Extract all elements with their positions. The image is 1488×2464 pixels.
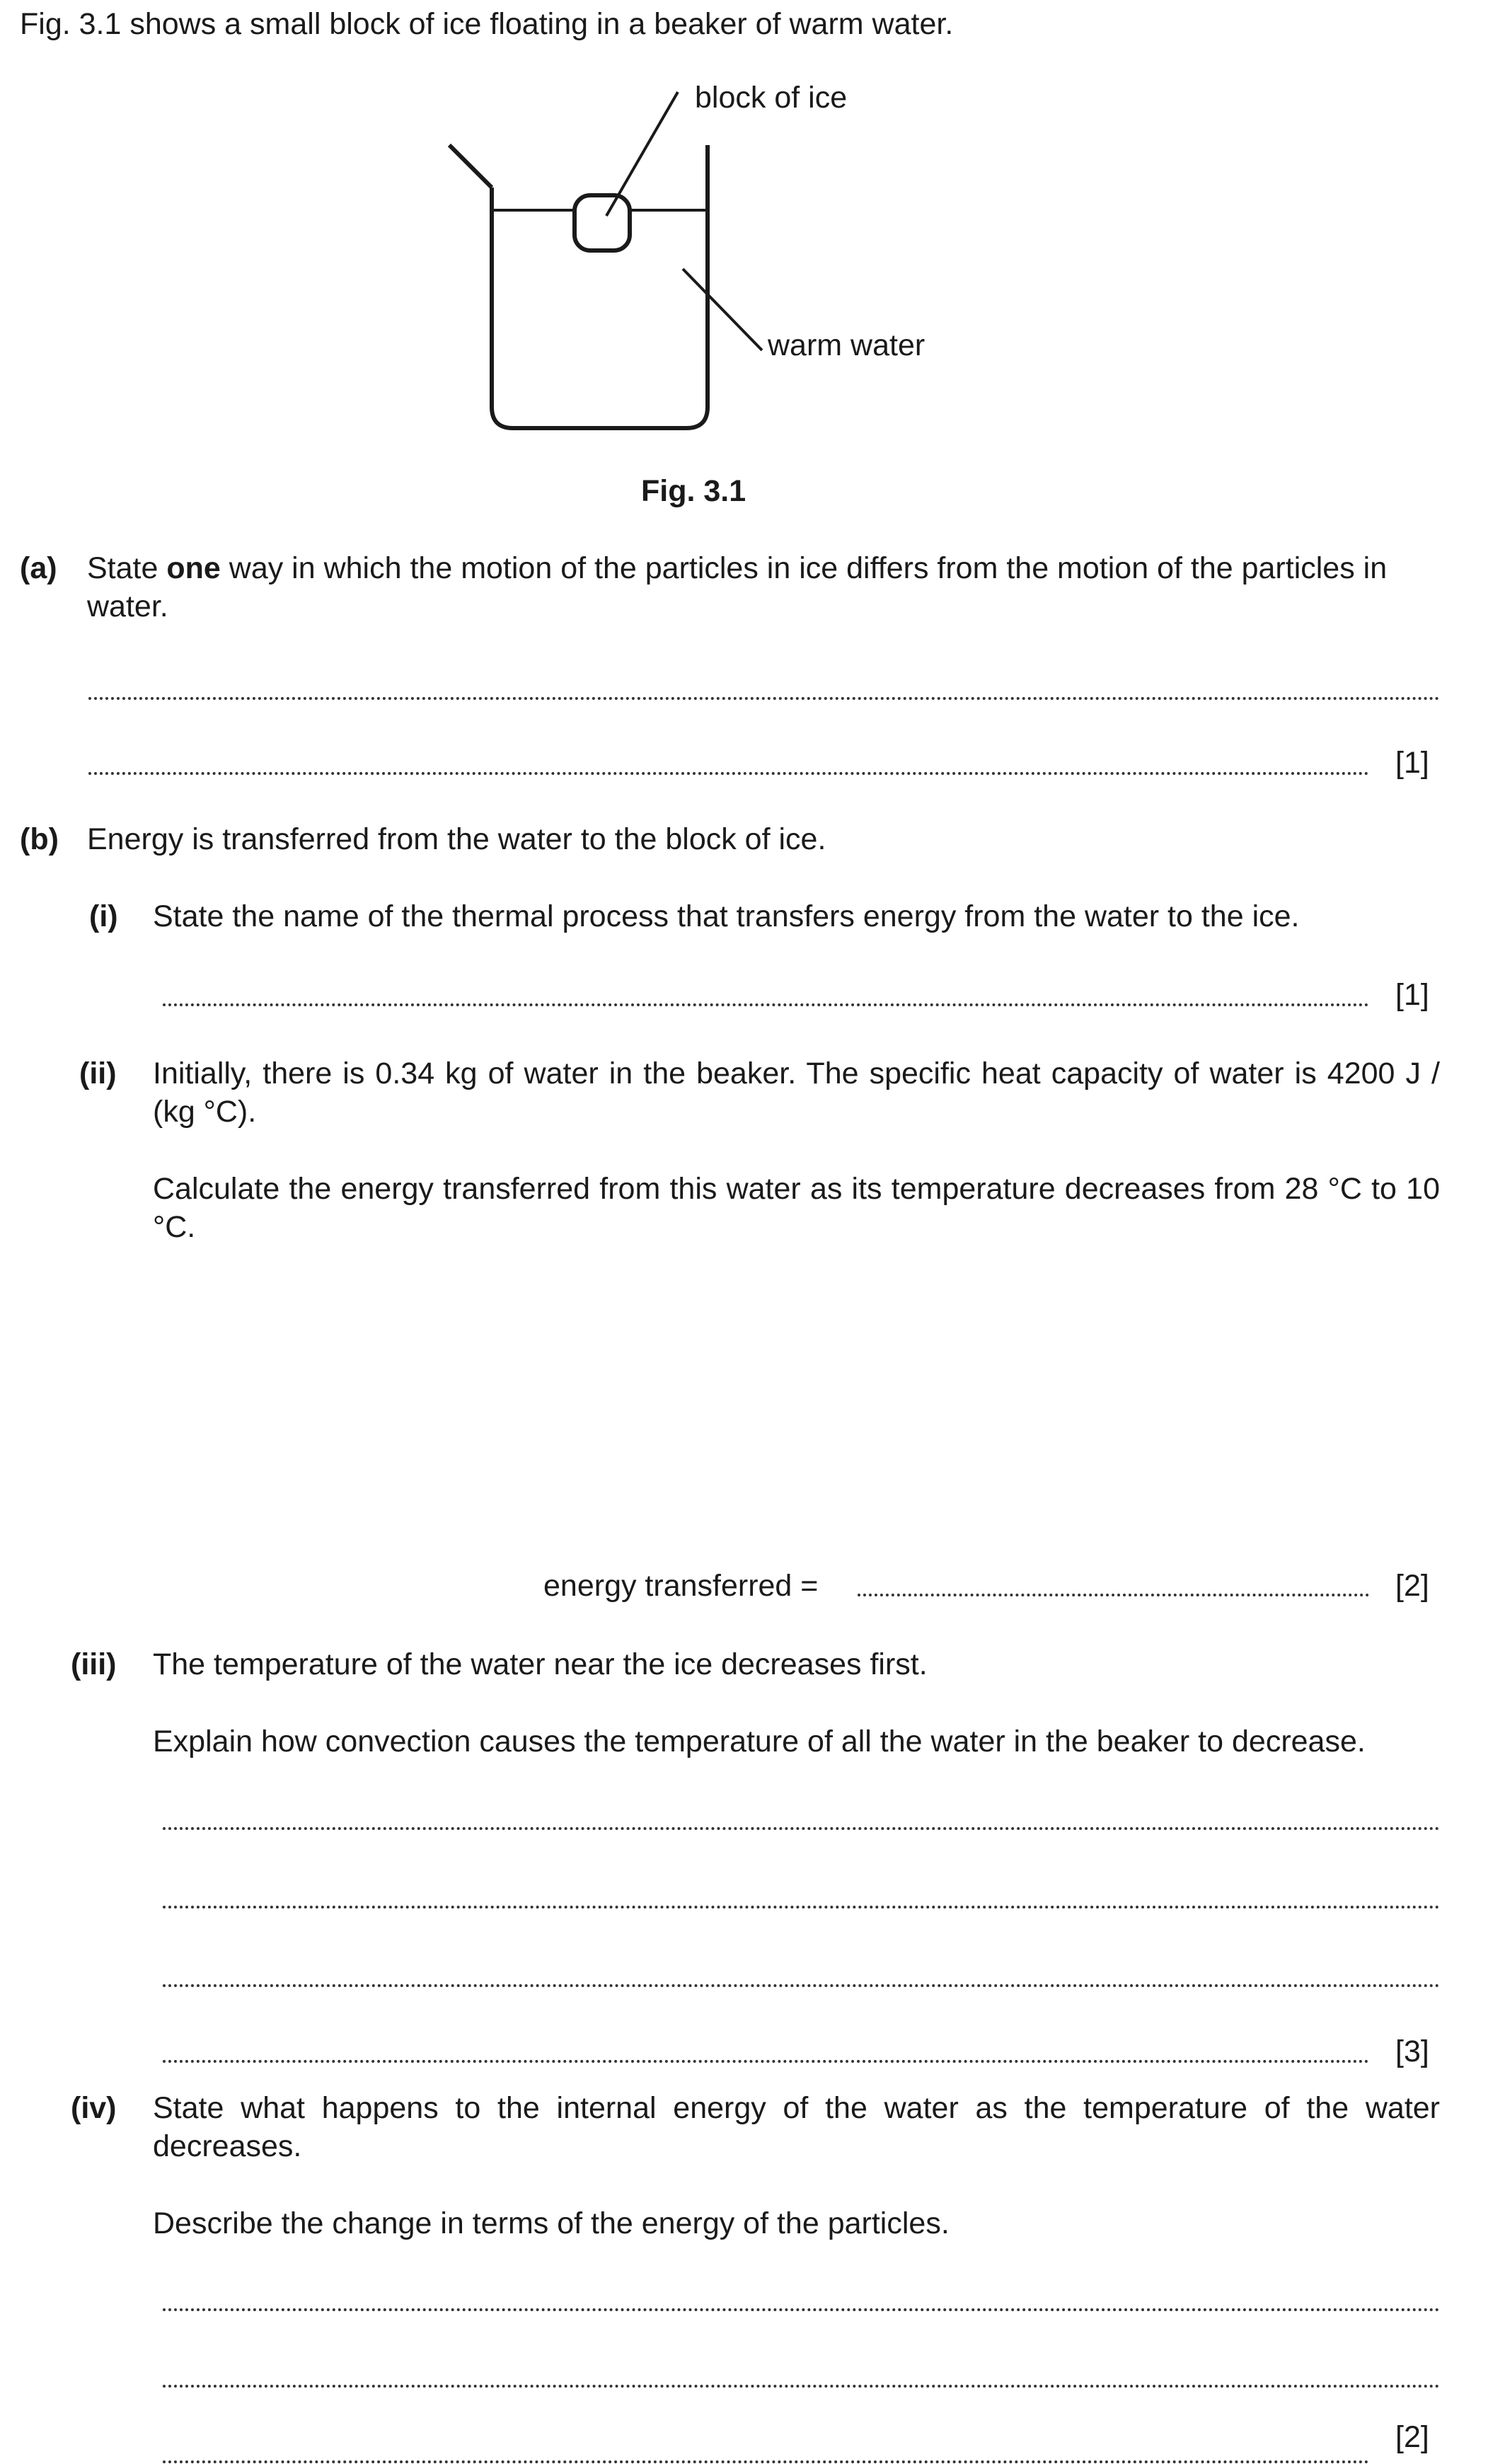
answer-line-b-iii-1[interactable]	[163, 1827, 1440, 1830]
part-b-text: Energy is transferred from the water to the block of ice.	[87, 822, 826, 856]
figure-caption: Fig. 3.1	[641, 474, 746, 508]
label-warm-water: warm water	[768, 328, 925, 362]
part-b-i-label: (i)	[89, 899, 118, 933]
part-b-iii-text1: The temperature of the water near the ice decreases first.	[153, 1647, 928, 1681]
marks-b-i: [1]	[1395, 978, 1429, 1012]
part-a-label: (a)	[20, 551, 57, 585]
beaker-figure	[425, 71, 1005, 467]
part-b-ii-label: (ii)	[79, 1057, 117, 1090]
part-b-iii-text2: Explain how convection causes the temperature of all the water in the beaker to decrease.	[153, 1725, 1366, 1758]
answer-line-b-iv-1[interactable]	[163, 2308, 1440, 2311]
energy-transferred-label: energy transferred =	[543, 1569, 819, 1603]
answer-line-b-iii-3[interactable]	[163, 1984, 1440, 1987]
marks-b-iii: [3]	[1395, 2034, 1429, 2068]
answer-line-a-2[interactable]	[88, 772, 1369, 775]
part-b-iii-label: (iii)	[71, 1647, 117, 1681]
part-b-iv-text2: Describe the change in terms of the energy of the particles.	[153, 2206, 950, 2240]
marks-b-iv: [2]	[1395, 2420, 1429, 2454]
part-b-iv-text1: State what happens to the internal energy of the water as the temperature of the water decreases.	[153, 2091, 1440, 2163]
answer-line-b-iv-3[interactable]	[163, 2460, 1369, 2463]
answer-line-b-iv-2[interactable]	[163, 2385, 1440, 2388]
answer-line-b-i[interactable]	[163, 1003, 1369, 1006]
part-b-ii-text1: Initially, there is 0.34 kg of water in the beaker. The specific heat capacity of water is 4200 J / (kg °C).	[153, 1057, 1440, 1129]
part-a-question	[87, 550, 1440, 626]
part-b-i-text: State the name of the thermal process that transfers energy from the water to the ice.	[153, 899, 1300, 933]
beaker-outline	[492, 145, 708, 428]
label-block-of-ice: block of ice	[695, 81, 848, 115]
ice-label-line	[606, 92, 678, 216]
marks-a: [1]	[1395, 746, 1429, 780]
part-a-text-post: way in which the motion of the particles in ice differs from the motion of the particles in water.	[87, 551, 1388, 623]
marks-b-ii: [2]	[1395, 1569, 1429, 1603]
part-a-text-bold: one	[166, 551, 221, 585]
part-a-text-pre: State	[87, 551, 167, 585]
part-b-ii-text2: Calculate the energy transferred from this water as its temperature decreases from 28 °C to 10 °C.	[153, 1172, 1440, 1244]
ice-block	[575, 195, 630, 251]
answer-line-b-iii-4[interactable]	[163, 2060, 1369, 2063]
intro-text: Fig. 3.1 shows a small block of ice floating in a beaker of warm water.	[20, 7, 954, 41]
answer-line-a-1[interactable]	[88, 697, 1440, 700]
part-b-label: (b)	[20, 822, 59, 856]
beaker-spout	[449, 145, 492, 188]
water-label-line	[683, 269, 762, 350]
answer-line-b-iii-2[interactable]	[163, 1906, 1440, 1909]
part-b-iv-label: (iv)	[71, 2091, 117, 2125]
answer-line-b-ii[interactable]	[858, 1594, 1369, 1596]
